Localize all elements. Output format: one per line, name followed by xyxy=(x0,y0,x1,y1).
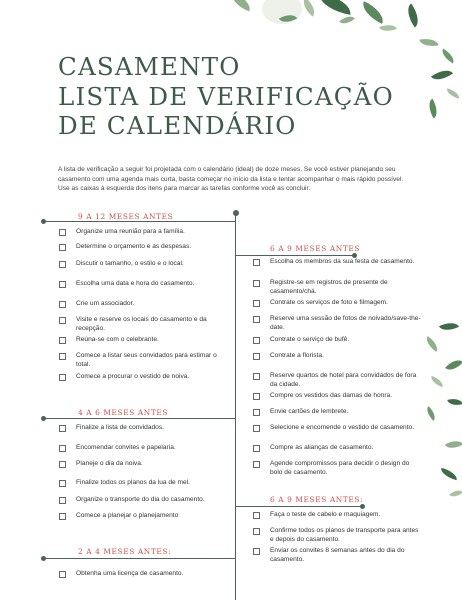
timeline-branch-right-2 xyxy=(235,506,363,507)
checklist-item-text: Reserve quartos de hotel para convidados de fora da cidade. xyxy=(270,372,417,388)
checkbox[interactable] xyxy=(253,300,260,307)
checkbox[interactable] xyxy=(253,280,260,287)
section-heading-6-9-months: 6 A 9 MESES ANTES xyxy=(270,244,361,253)
checklist-item xyxy=(59,373,229,382)
checklist-item-text: Compre os vestidos das damas de honra. xyxy=(270,392,393,399)
checklist-item xyxy=(59,479,229,488)
checkbox[interactable] xyxy=(59,497,66,504)
checklist-item-text: Faça o teste de cabelo e maquiagem. xyxy=(270,511,381,518)
checklist-item-text: Selecione e encomende o vestido de casamento. xyxy=(270,424,415,431)
checklist-item-text: Crie um associador. xyxy=(76,300,135,307)
checklist-item xyxy=(59,460,229,469)
checkbox[interactable] xyxy=(253,393,260,400)
checklist-item xyxy=(59,570,229,579)
timeline-branch-left-3 xyxy=(44,558,235,559)
checklist-item xyxy=(253,299,423,308)
section-heading-4-6-months: 4 A 6 MESES ANTES xyxy=(78,408,169,417)
checkbox[interactable] xyxy=(59,317,66,324)
checkbox[interactable] xyxy=(253,548,260,555)
checklist-item xyxy=(59,444,229,453)
checkbox[interactable] xyxy=(253,528,260,535)
checklist-item-text: Compre as alianças de casamento. xyxy=(270,444,374,451)
checkbox[interactable] xyxy=(59,244,66,251)
checklist-item xyxy=(59,424,229,433)
checklist-item-text: Reserve uma sessão de fotos de noivado/save-the-date. xyxy=(270,315,421,331)
checkbox[interactable] xyxy=(253,259,260,266)
checklist-item xyxy=(253,372,423,389)
checklist-item xyxy=(59,316,229,333)
page-title xyxy=(58,52,394,141)
timeline-branch-dot xyxy=(360,504,365,509)
checklist-item-text: Comece a planejar o planejamento xyxy=(76,512,179,519)
checkbox[interactable] xyxy=(253,445,260,452)
title-line-2: LISTA DE VERIFICAÇÃO xyxy=(58,81,394,111)
checkbox[interactable] xyxy=(59,374,66,381)
checkbox[interactable] xyxy=(253,461,260,468)
checkbox[interactable] xyxy=(253,425,260,432)
checklist-item xyxy=(253,336,423,345)
checklist-item-text: Visite e reserve os locais do casamento e da recepção. xyxy=(76,316,207,332)
checklist-item xyxy=(59,336,229,345)
checklist-item-text: Discutir o tamanho, o estilo e o local. xyxy=(76,260,184,267)
checklist-item xyxy=(253,352,423,361)
checklist-item xyxy=(253,315,423,332)
checklist-item xyxy=(253,408,423,417)
checklist-item xyxy=(59,280,229,289)
section-heading-2-4-months: 2 A 4 MESES ANTES: xyxy=(78,547,172,556)
checklist-item xyxy=(59,352,229,369)
section-heading-9-12-months: 9 A 12 MESES ANTES xyxy=(78,212,174,221)
checkbox[interactable] xyxy=(59,261,66,268)
checklist-item-text: Contrate o serviço de bufê. xyxy=(270,336,350,343)
checkbox[interactable] xyxy=(59,229,66,236)
checklist-item xyxy=(253,279,423,296)
checklist-item xyxy=(59,512,229,521)
checkbox[interactable] xyxy=(253,316,260,323)
checkbox[interactable] xyxy=(253,512,260,519)
title-line-3: DE CALENDÁRIO xyxy=(58,111,297,140)
checklist-item-text: Organize o transporte do dia do casamento. xyxy=(76,496,205,503)
checklist-item xyxy=(253,444,423,453)
checklist-item-text: Confirme todos os planos de transporte para antes e depois do casamento. xyxy=(270,527,419,543)
checkbox[interactable] xyxy=(253,373,260,380)
checkbox[interactable] xyxy=(59,301,66,308)
timeline-branch-dot xyxy=(41,219,46,224)
checklist-item xyxy=(253,460,423,477)
checklist-item-text: Encomendar convites e papelaria. xyxy=(76,444,176,451)
timeline-branch-dot xyxy=(41,556,46,561)
checklist-item xyxy=(59,228,229,237)
checklist-item xyxy=(253,258,423,267)
checkbox[interactable] xyxy=(59,461,66,468)
checklist-item-text: Finalize a lista de convidados. xyxy=(76,424,164,431)
checklist-item-text: Contrate os serviços de foto e filmagem. xyxy=(270,299,389,306)
checklist-item-text: Planeje o dia da noiva. xyxy=(76,460,143,467)
checkbox[interactable] xyxy=(59,425,66,432)
checklist-item-text: Escolha os membros da sua festa de casamento. xyxy=(270,258,415,265)
checkbox[interactable] xyxy=(59,445,66,452)
checklist-item-text: Organize uma reunião para a família. xyxy=(76,228,185,235)
checklist-item-text: Envie cartões de lembrete. xyxy=(270,408,349,415)
checklist-item-text: Reúna-se com o celebrante. xyxy=(76,336,159,343)
checklist-item xyxy=(253,547,423,564)
timeline-branch-right-1 xyxy=(235,255,355,256)
checklist-item xyxy=(253,511,423,520)
checklist-item-text: Registre-se em registros de presente de casamento/chá. xyxy=(270,279,388,295)
checklist-item-text: Obtenha uma licença de casamento. xyxy=(76,570,184,577)
checklist-item-text: Finalize todos os planos da lua de mel. xyxy=(76,479,190,486)
checklist-item-text: Escolha uma data e hora do casamento. xyxy=(76,280,195,287)
checklist-item xyxy=(253,424,423,433)
timeline-branch-left-2 xyxy=(44,418,235,419)
checkbox[interactable] xyxy=(59,571,66,578)
checklist-item-text: Agende compromissos para decidir o design do bolo de casamento. xyxy=(270,460,410,476)
checkbox[interactable] xyxy=(59,513,66,520)
checklist-item xyxy=(59,496,229,505)
section-heading-6-9-months-second: 6 A 9 MESES ANTES: xyxy=(270,495,364,504)
checkbox[interactable] xyxy=(253,337,260,344)
checklist-item-text: Determine o orçamento e as despesas. xyxy=(76,243,192,250)
checklist-item-text: Comece a procurar o vestido de noiva. xyxy=(76,373,190,380)
checklist-item-text: Comece a listar seus convidados para estimar o total. xyxy=(76,352,217,368)
checklist-item-text: Enviar os convites 8 semanas antes do dia do casamento. xyxy=(270,547,405,563)
checkbox[interactable] xyxy=(59,281,66,288)
timeline-branch-left-1 xyxy=(44,221,235,222)
intro-paragraph: A lista de verificação a seguir foi projetada com o calendário (ideal) de doze meses. Se você estiver planejando seu casamento com uma agenda mais curta, basta começar no início da lista e tentar acompanhar o mais rápido possível. Use as caixas à esquerda dos itens para marcar as tarefas conforme você as concluir. xyxy=(58,166,404,193)
checkbox[interactable] xyxy=(253,353,260,360)
checklist-item xyxy=(59,260,229,269)
checkbox[interactable] xyxy=(59,353,66,360)
checklist-item-text: Contrate a florista. xyxy=(270,352,324,359)
checkbox[interactable] xyxy=(59,337,66,344)
checklist-item xyxy=(253,392,423,401)
checklist-item xyxy=(59,243,229,252)
timeline-branch-dot xyxy=(41,416,46,421)
title-line-1: CASAMENTO xyxy=(58,52,241,81)
checklist-item xyxy=(253,527,423,544)
checkbox[interactable] xyxy=(59,480,66,487)
checklist-item xyxy=(59,300,229,309)
checkbox[interactable] xyxy=(253,409,260,416)
timeline-vertical-line xyxy=(235,213,236,600)
